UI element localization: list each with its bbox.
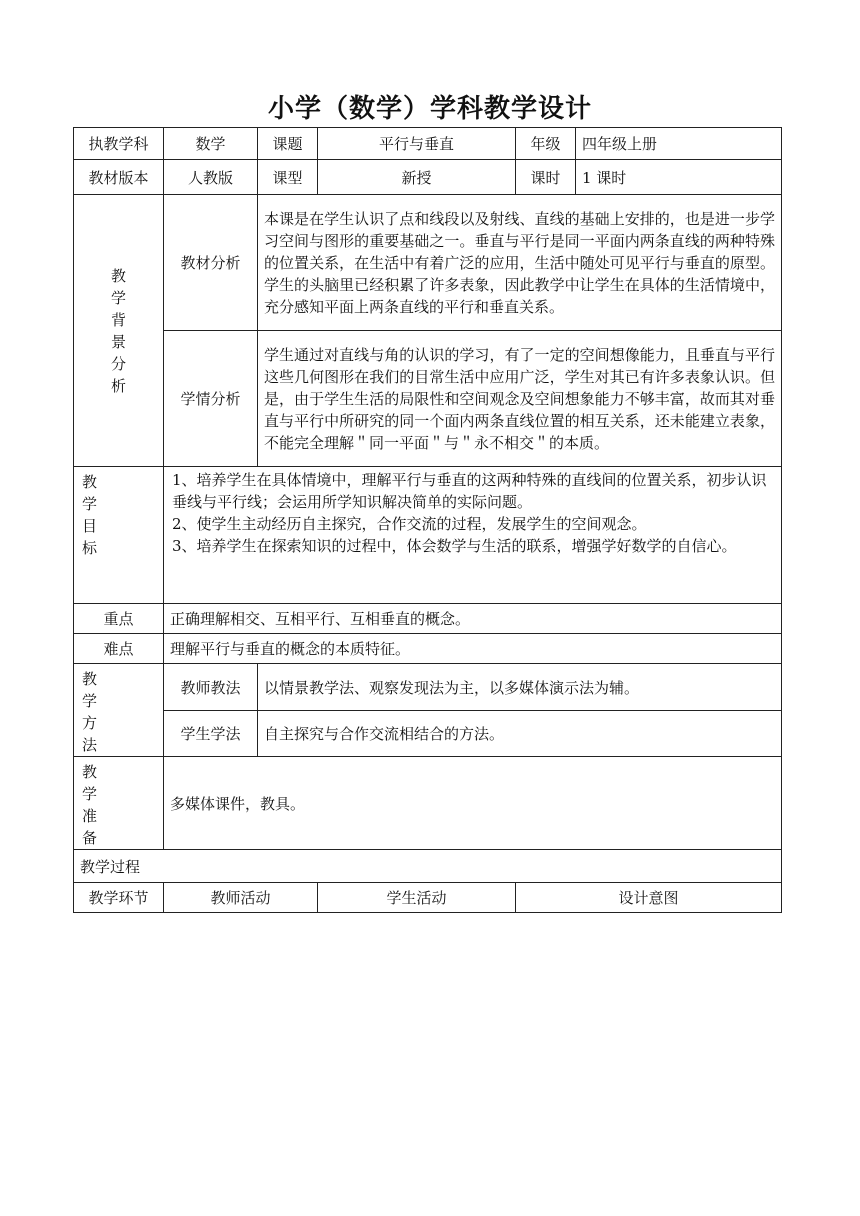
grade-label: 年级 (516, 128, 576, 160)
difficulty-text: 理解平行与垂直的概念的本质特征。 (164, 634, 782, 664)
student-method-row (74, 711, 782, 757)
lesson-plan-table (73, 127, 782, 913)
section-char: 教 (82, 473, 98, 491)
section-char: 析 (110, 376, 126, 395)
key-point-row (74, 604, 782, 634)
section-char: 法 (82, 736, 98, 754)
goals-section-label (74, 467, 164, 604)
section-char: 学 (82, 785, 98, 803)
teacher-method-label: 教师教法 (164, 664, 258, 711)
process-header-student: 学生活动 (318, 883, 516, 913)
section-char: 分 (110, 354, 126, 373)
type-label: 课型 (258, 160, 318, 195)
section-char: 教 (82, 763, 98, 781)
goals-content (164, 467, 782, 604)
goal-item: 3、培养学生在探索知识的过程中，体会数学与生活的联系，增强学好数学的自信心。 (172, 537, 737, 555)
student-method-text: 自主探究与合作交流相结合的方法。 (258, 711, 782, 757)
teacher-method-row (74, 664, 782, 711)
edition-label: 教材版本 (74, 160, 164, 195)
difficulty-row (74, 634, 782, 664)
topic-label: 课题 (258, 128, 318, 160)
process-header-stage: 教学环节 (74, 883, 164, 913)
preparation-text: 多媒体课件，教具。 (164, 757, 782, 850)
edition-value: 人教版 (164, 160, 258, 195)
info-row-2 (74, 160, 782, 195)
background-section-label (74, 195, 164, 467)
preparation-row (74, 757, 782, 850)
section-char: 教 (110, 266, 126, 285)
key-point-label: 重点 (74, 604, 164, 634)
teacher-method-text: 以情景教学法、观察发现法为主，以多媒体演示法为辅。 (258, 664, 782, 711)
difficulty-label: 难点 (74, 634, 164, 664)
grade-value: 四年级上册 (576, 128, 782, 160)
section-char: 学 (82, 692, 98, 710)
section-char: 学 (110, 288, 126, 307)
process-header-teacher: 教师活动 (164, 883, 318, 913)
student-analysis-row (74, 331, 782, 467)
student-analysis-label: 学情分析 (164, 331, 258, 467)
student-method-label: 学生学法 (164, 711, 258, 757)
goals-row (74, 467, 782, 604)
hours-label: 课时 (516, 160, 576, 195)
process-header-row (74, 883, 782, 913)
process-title-row (74, 850, 782, 883)
section-char: 准 (82, 807, 98, 825)
type-value: 新授 (318, 160, 516, 195)
goal-item: 2、使学生主动经历自主探究，合作交流的过程，发展学生的空间观念。 (172, 515, 647, 533)
section-char: 备 (82, 829, 98, 847)
section-char: 标 (82, 539, 98, 557)
hours-value: 1 课时 (576, 160, 782, 195)
process-label: 教学过程 (74, 850, 782, 883)
material-analysis-row (74, 195, 782, 331)
process-header-intent: 设计意图 (516, 883, 782, 913)
preparation-section-label (74, 757, 164, 850)
key-point-text: 正确理解相交、互相平行、互相垂直的概念。 (164, 604, 782, 634)
methods-section-label (74, 664, 164, 757)
section-char: 方 (82, 714, 98, 732)
material-analysis-label: 教材分析 (164, 195, 258, 331)
material-analysis-text: 本课是在学生认识了点和线段以及射线、直线的基础上安排的，也是进一步学习空间与图形的重要基础之一。垂直与平行是同一平面内两条直线的两种特殊的位置关系，在生活中有着广泛的应用，生活中随处可见平行与垂直的原型。学生的头脑里已经积累了许多表象，因此教学中让学生在具体的生活情境中，充分感知平面上两条直线的平行和垂直关系。 (258, 195, 782, 331)
section-char: 景 (110, 332, 126, 351)
goal-item: 1、培养学生在具体情境中，理解平行与垂直的这两种特殊的直线间的位置关系，初步认识垂线与平行线；会运用所学知识解决简单的实际问题。 (172, 471, 767, 511)
topic-value: 平行与垂直 (318, 128, 516, 160)
section-char: 教 (82, 670, 98, 688)
document-title: 小学（数学）学科教学设计 (267, 94, 592, 124)
section-char: 背 (110, 310, 126, 329)
info-row-1 (74, 128, 782, 160)
section-char: 目 (82, 517, 98, 535)
section-char: 学 (82, 495, 98, 513)
student-analysis-text: 学生通过对直线与角的认识的学习，有了一定的空间想像能力，且垂直与平行这些几何图形在我们的目常生活中应用广泛，学生对其已有许多表象认识。但是，由于学生生活的局限性和空间观念及空间想象能力不够丰富，故而其对垂直与平行中所研究的同一个面内两条直线位置的相互关系，还未能建立表象，不能完全理解＂同一平面＂与＂永不相交＂的本质。 (258, 331, 782, 467)
subject-value: 数学 (164, 128, 258, 160)
subject-label: 执教学科 (74, 128, 164, 160)
